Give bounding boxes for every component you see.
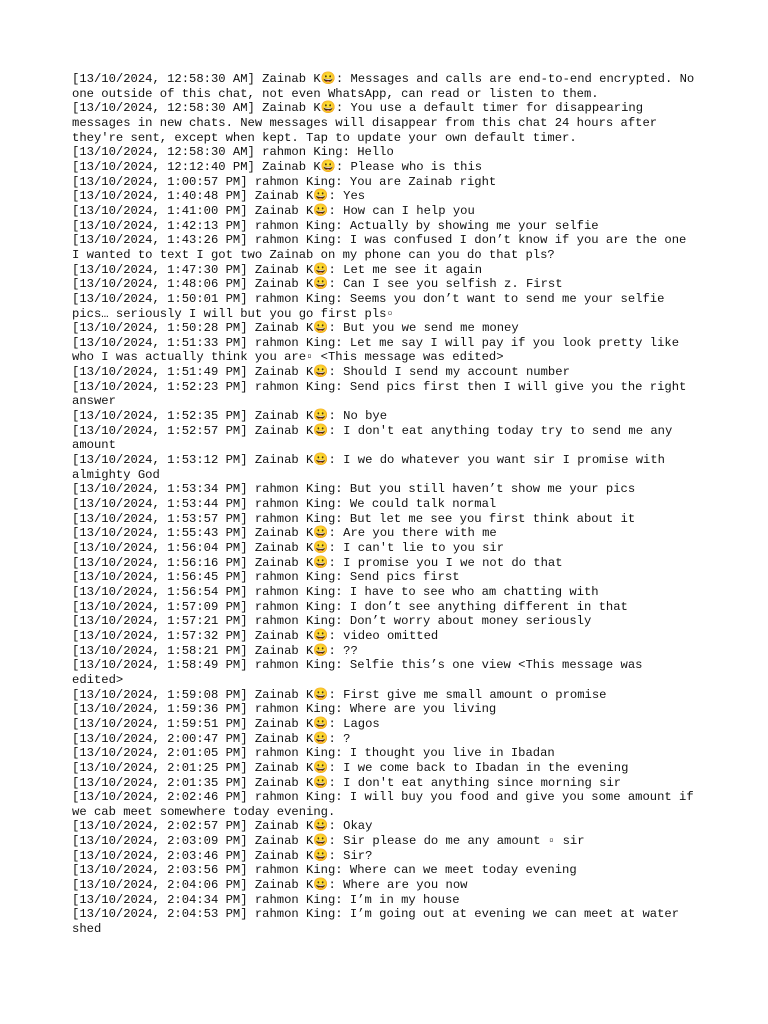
chat-line: [13/10/2024, 1:52:57 PM] Zainab K😀: I don't eat anything today try to send me any amount	[72, 423, 680, 453]
chat-line: [13/10/2024, 1:57:21 PM] rahmon King: Don’t worry about money seriously	[72, 614, 592, 629]
chat-line: [13/10/2024, 12:58:30 AM] Zainab K😀: Messages and calls are end-to-end encrypted. No one outside of this chat, not even WhatsApp, can read or listen to them.	[72, 72, 702, 101]
chat-line: [13/10/2024, 1:50:28 PM] Zainab K😀: But you we send me money	[72, 321, 519, 336]
chat-line: [13/10/2024, 1:56:45 PM] rahmon King: Send pics first	[72, 570, 460, 585]
chat-line: [13/10/2024, 1:58:21 PM] Zainab K😀: ??	[72, 643, 358, 658]
chat-line: [13/10/2024, 1:53:57 PM] rahmon King: But let me see you first think about it	[72, 511, 636, 526]
chat-transcript	[72, 72, 702, 937]
chat-line: [13/10/2024, 1:56:54 PM] rahmon King: I have to see who am chatting with	[72, 584, 599, 599]
chat-line: [13/10/2024, 1:58:49 PM] rahmon King: Selfie this’s one view <This message was edited>	[72, 658, 650, 687]
chat-line: [13/10/2024, 1:59:51 PM] Zainab K😀: Lagos	[72, 716, 380, 731]
chat-line: [13/10/2024, 2:01:25 PM] Zainab K😀: I we come back to Ibadan in the evening	[72, 760, 629, 775]
chat-line: [13/10/2024, 1:56:16 PM] Zainab K😀: I promise you I we not do that	[72, 555, 563, 570]
chat-line: [13/10/2024, 2:00:47 PM] Zainab K😀: ?	[72, 731, 351, 746]
chat-line: [13/10/2024, 1:59:08 PM] Zainab K😀: First give me small amount o promise	[72, 687, 607, 702]
chat-line: [13/10/2024, 2:02:46 PM] rahmon King: I will buy you food and give you some amount if we cab meet somewhere today evening.	[72, 790, 701, 819]
chat-line: [13/10/2024, 12:12:40 PM] Zainab K😀: Please who is this	[72, 159, 483, 174]
chat-line: [13/10/2024, 1:57:32 PM] Zainab K😀: video omitted	[72, 628, 439, 643]
chat-line: [13/10/2024, 1:47:30 PM] Zainab K😀: Let me see it again	[72, 262, 483, 277]
chat-line: [13/10/2024, 2:03:56 PM] rahmon King: Where can we meet today evening	[72, 863, 577, 878]
chat-line: [13/10/2024, 1:52:23 PM] rahmon King: Send pics first then I will give you the right answer	[72, 379, 694, 409]
chat-line: [13/10/2024, 2:04:06 PM] Zainab K😀: Where are you now	[72, 878, 468, 893]
chat-line: [13/10/2024, 1:57:09 PM] rahmon King: I don’t see anything different in that	[72, 599, 628, 614]
chat-line: [13/10/2024, 12:58:30 AM] rahmon King: Hello	[72, 145, 394, 160]
chat-line: [13/10/2024, 1:48:06 PM] Zainab K😀: Can I see you selfish z. First	[72, 277, 563, 292]
chat-line: [13/10/2024, 1:41:00 PM] Zainab K😀: How can I help you	[72, 203, 475, 218]
chat-line: [13/10/2024, 1:51:33 PM] rahmon King: Let me say I will pay if you look pretty like who I was actually think you are▫ <This message was edited>	[72, 335, 687, 365]
chat-line: [13/10/2024, 2:04:53 PM] rahmon King: I’m going out at evening we can meet at water shed	[72, 907, 687, 937]
chat-line: [13/10/2024, 1:50:01 PM] rahmon King: Seems you don’t want to send me your selfie pics… seriously I will but you go first pls▫	[72, 291, 672, 321]
chat-line: [13/10/2024, 1:51:49 PM] Zainab K😀: Should I send my account number	[72, 365, 570, 380]
chat-line: [13/10/2024, 1:42:13 PM] rahmon King: Actually by showing me your selfie	[72, 218, 599, 233]
chat-line: [13/10/2024, 2:04:34 PM] rahmon King: I’m in my house	[72, 892, 460, 907]
chat-line: [13/10/2024, 2:01:05 PM] rahmon King: I thought you live in Ibadan	[72, 746, 555, 761]
chat-line: [13/10/2024, 2:03:46 PM] Zainab K😀: Sir?	[72, 848, 373, 863]
chat-line: [13/10/2024, 2:02:57 PM] Zainab K😀: Okay	[72, 819, 373, 834]
chat-line: [13/10/2024, 1:00:57 PM] rahmon King: You are Zainab right	[72, 174, 497, 189]
chat-line: [13/10/2024, 1:56:04 PM] Zainab K😀: I can't lie to you sir	[72, 541, 505, 555]
chat-line: [13/10/2024, 1:53:44 PM] rahmon King: We could talk normal	[72, 497, 497, 512]
chat-line: [13/10/2024, 1:52:35 PM] Zainab K😀: No bye	[72, 409, 388, 424]
chat-line: [13/10/2024, 1:53:12 PM] Zainab K😀: I we do whatever you want sir I promise with almighty God	[72, 453, 673, 482]
chat-line: [13/10/2024, 1:59:36 PM] rahmon King: Where are you living	[72, 702, 497, 717]
chat-line: [13/10/2024, 2:01:35 PM] Zainab K😀: I don't eat anything since morning sir	[72, 775, 622, 790]
chat-line: [13/10/2024, 2:03:09 PM] Zainab K😀: Sir please do me any amount ▫ sir	[72, 834, 585, 849]
chat-line: [13/10/2024, 1:43:26 PM] rahmon King: I was confused I don’t know if you are the one I wanted to text I got two Zainab on my phone can you do that pls?	[72, 233, 694, 262]
chat-line: [13/10/2024, 12:58:30 AM] Zainab K😀: You use a default timer for disappearing messages in new chats. New messages will disappear from this chat 24 hours after they're sent, except when kept. Tap to update your own default timer.	[72, 101, 665, 145]
chat-line: [13/10/2024, 1:55:43 PM] Zainab K😀: Are you there with me	[72, 526, 497, 541]
chat-line: [13/10/2024, 1:53:34 PM] rahmon King: But you still haven’t show me your pics	[72, 482, 636, 497]
chat-line: [13/10/2024, 1:40:48 PM] Zainab K😀: Yes	[72, 189, 366, 204]
